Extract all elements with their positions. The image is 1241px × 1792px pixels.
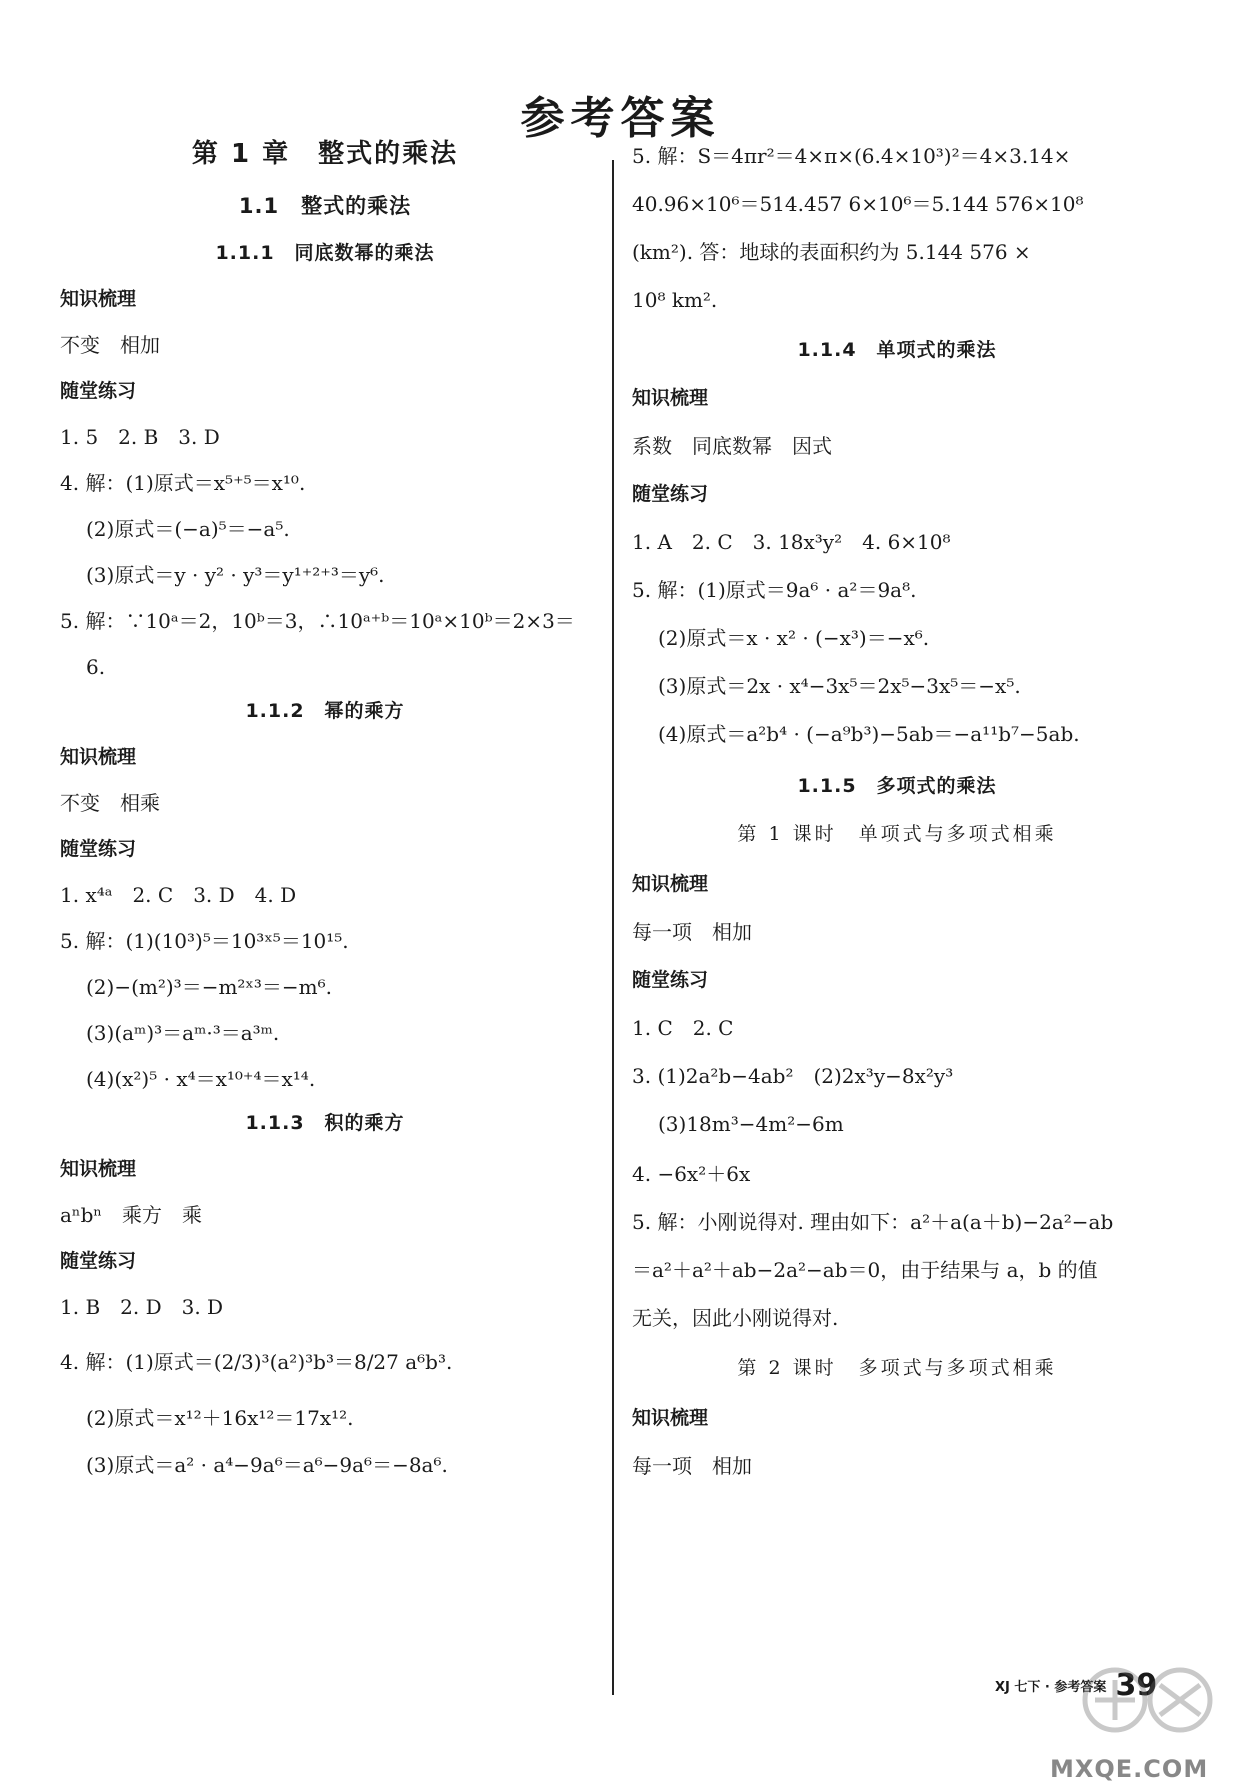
knowledge-text: 不变 相乘 <box>60 791 160 815</box>
subsection-heading-1-1-3: 1.1.3 积的乘方 <box>245 1112 405 1134</box>
answer-line: 无关，因此小刚说得对. <box>632 1306 839 1330</box>
knowledge-text: aⁿbⁿ 乘方 乘 <box>60 1203 203 1227</box>
answer-line: 5. 解：S＝4πr²＝4×π×(6.4×10³)²＝4×3.14× <box>632 144 1071 168</box>
answer-line: 6. <box>86 655 106 679</box>
section-heading: 1.1 整式的乘法 <box>238 194 412 218</box>
answer-line: (3)18m³−4m²−6m <box>658 1112 844 1136</box>
lesson-heading-1: 第 1 课时 单项式与多项式相乘 <box>737 823 1057 845</box>
answer-line: 5. 解：(1)(10³)⁵＝10³ˣ⁵＝10¹⁵. <box>60 929 349 953</box>
answer-line: 40.96×10⁶＝514.457 6×10⁶＝5.144 576×10⁸ <box>632 192 1084 216</box>
knowledge-label: 知识梳理 <box>632 873 709 895</box>
answer-line: 4. 解：(1)原式＝(2/3)³(a²)³b³＝8/27 a⁶b³. <box>60 1350 453 1374</box>
knowledge-label: 知识梳理 <box>632 1407 709 1429</box>
knowledge-text: 不变 相加 <box>60 333 160 357</box>
answer-line: 1. C 2. C <box>632 1016 734 1040</box>
knowledge-label: 知识梳理 <box>60 288 137 310</box>
answer-line: 5. 解：小刚说得对. 理由如下：a²＋a(a＋b)−2a²−ab <box>632 1210 1114 1234</box>
answer-line: 5. 解：(1)原式＝9a⁶ · a²＝9a⁸. <box>632 578 917 602</box>
subsection-heading-1-1-5: 1.1.5 多项式的乘法 <box>797 775 997 797</box>
answer-line: (3)(aᵐ)³＝aᵐ·³＝a³ᵐ. <box>86 1021 280 1045</box>
left-column <box>60 0 590 1792</box>
knowledge-text: 系数 同底数幂 因式 <box>632 434 832 458</box>
answer-line: (4)原式＝a²b⁴ · (−a⁹b³)−5ab＝−a¹¹b⁷−5ab. <box>658 722 1080 746</box>
knowledge-label: 知识梳理 <box>60 746 137 768</box>
practice-label: 随堂练习 <box>60 1250 137 1272</box>
page-number: 39 <box>1115 1668 1158 1703</box>
knowledge-label: 知识梳理 <box>60 1158 137 1180</box>
column-divider <box>612 160 614 1695</box>
answer-line: (3)原式＝y · y² · y³＝y¹⁺²⁺³＝y⁶. <box>86 563 385 587</box>
knowledge-text: 每一项 相加 <box>632 1454 752 1478</box>
answer-line: 5. 解：∵10ᵃ＝2，10ᵇ＝3，∴10ᵃ⁺ᵇ＝10ᵃ×10ᵇ＝2×3＝ <box>60 609 575 633</box>
answer-line: 4. 解：(1)原式＝x⁵⁺⁵＝x¹⁰. <box>60 471 306 495</box>
answer-line: (km²). 答：地球的表面积约为 5.144 576 × <box>632 240 1031 264</box>
practice-label: 随堂练习 <box>60 838 137 860</box>
knowledge-text: 每一项 相加 <box>632 920 752 944</box>
lesson-heading-2: 第 2 课时 多项式与多项式相乘 <box>737 1357 1057 1379</box>
answer-line: 1. 5 2. B 3. D <box>60 425 220 449</box>
knowledge-label: 知识梳理 <box>632 387 709 409</box>
right-column <box>632 0 1162 1792</box>
answer-line: (2)原式＝x · x² · (−x³)＝−x⁶. <box>658 626 930 650</box>
subsection-heading-1-1-1: 1.1.1 同底数幂的乘法 <box>215 242 435 264</box>
practice-label: 随堂练习 <box>60 380 137 402</box>
answer-line: 1. B 2. D 3. D <box>60 1295 224 1319</box>
practice-label: 随堂练习 <box>632 969 709 991</box>
subsection-heading-1-1-4: 1.1.4 单项式的乘法 <box>797 339 997 361</box>
answer-line: 3. (1)2a²b−4ab² (2)2x³y−8x²y³ <box>632 1064 954 1088</box>
practice-label: 随堂练习 <box>632 483 709 505</box>
subsection-heading-1-1-2: 1.1.2 幂的乘方 <box>245 700 405 722</box>
chapter-heading: 第 1 章 整式的乘法 <box>191 139 459 169</box>
answer-line: 10⁸ km². <box>632 288 718 312</box>
watermark-logo-icon <box>1075 1650 1225 1760</box>
answer-line: (2)−(m²)³＝−m²ˣ³＝−m⁶. <box>86 975 333 999</box>
answer-line: (4)(x²)⁵ · x⁴＝x¹⁰⁺⁴＝x¹⁴. <box>86 1067 316 1091</box>
answer-line: 1. A 2. C 3. 18x³y² 4. 6×10⁸ <box>632 530 951 554</box>
watermark-text: MXQE.COM <box>1050 1755 1209 1783</box>
answer-line: ＝a²＋a²＋ab−2a²−ab＝0，由于结果与 a，b 的值 <box>632 1258 1098 1282</box>
footer-label: XJ 七下 · 参考答案 <box>995 1680 1107 1695</box>
answer-line: 4. −6x²＋6x <box>632 1162 751 1186</box>
answer-line: (3)原式＝a² · a⁴−9a⁶＝a⁶−9a⁶＝−8a⁶. <box>86 1453 448 1477</box>
answer-line: 1. x⁴ᵃ 2. C 3. D 4. D <box>60 883 297 907</box>
answer-line: (3)原式＝2x · x⁴−3x⁵＝2x⁵−3x⁵＝−x⁵. <box>658 674 1021 698</box>
answer-line: (2)原式＝x¹²＋16x¹²＝17x¹². <box>86 1406 354 1430</box>
answer-line: (2)原式＝(−a)⁵＝−a⁵. <box>86 517 290 541</box>
page-title: 参考答案 <box>520 93 721 144</box>
